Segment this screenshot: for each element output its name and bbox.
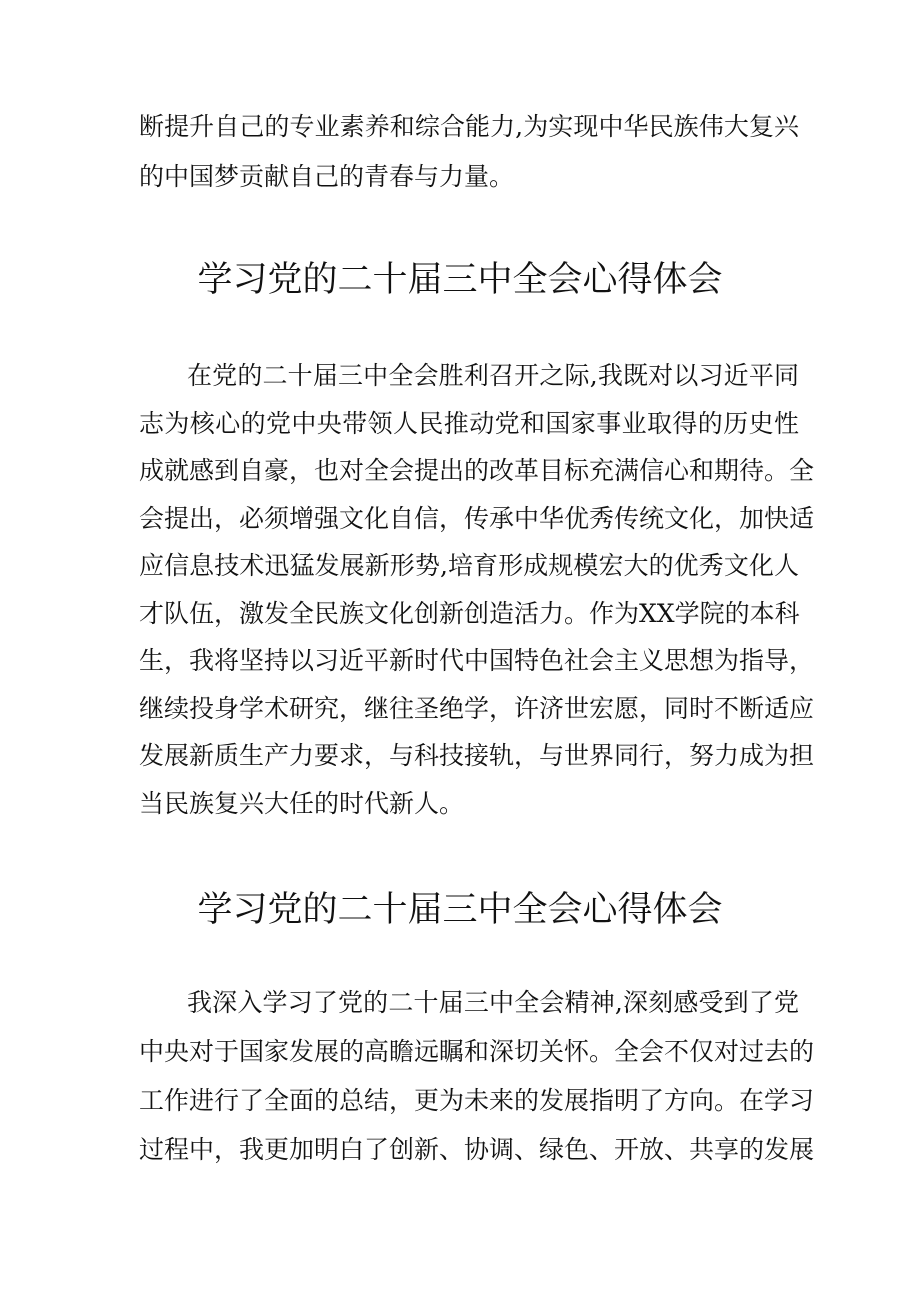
paragraph-line: 会提出，必须增强文化自信，传承中华优秀传统文化，加快适 — [139, 504, 815, 533]
paragraph-line: 当民族复兴大任的时代新人。 — [139, 789, 465, 818]
paragraph-line: 继续投身学术研究，继往圣绝学，许济世宏愿，同时不断适应 — [139, 694, 815, 723]
paragraph-line: 生，我将坚持以习近平新时代中国特色社会主义思想为指导， — [139, 646, 815, 675]
paragraph-line: 发展新质生产力要求，与科技接轨，与世界同行，努力成为担 — [139, 741, 815, 770]
paragraph-line: 断提升自己的专业素养和综合能力,为实现中华民族伟大复兴 — [139, 112, 799, 141]
paragraph-line: 应信息技术迅猛发展新形势,培育形成规模宏大的优秀文化人 — [139, 551, 799, 580]
section-title: 学习党的二十届三中全会心得体会 — [197, 260, 723, 300]
paragraph-line: 工作进行了全面的总结，更为未来的发展指明了方向。在学习 — [139, 1086, 815, 1115]
paragraph-line: 我深入学习了党的二十届三中全会精神,深刻感受到了党 — [187, 988, 799, 1017]
paragraph-line: 才队伍，激发全民族文化创新创造活力。作为XX学院的本科 — [139, 599, 800, 628]
paragraph-line: 志为核心的党中央带领人民推动党和国家事业取得的历史性 — [139, 409, 799, 438]
paragraph-line: 在党的二十届三中全会胜利召开之际,我既对以习近平同 — [187, 361, 799, 390]
section-title: 学习党的二十届三中全会心得体会 — [197, 890, 723, 930]
paragraph-line: 的中国梦贡献自己的青春与力量。 — [139, 162, 515, 191]
paragraph-line: 中央对于国家发展的高瞻远瞩和深切关怀。全会不仅对过去的 — [139, 1037, 815, 1066]
paragraph-line: 过程中，我更加明白了创新、协调、绿色、开放、共享的发展 — [139, 1135, 815, 1164]
paragraph-line: 成就感到自豪，也对全会提出的改革目标充满信心和期待。全 — [139, 456, 815, 485]
